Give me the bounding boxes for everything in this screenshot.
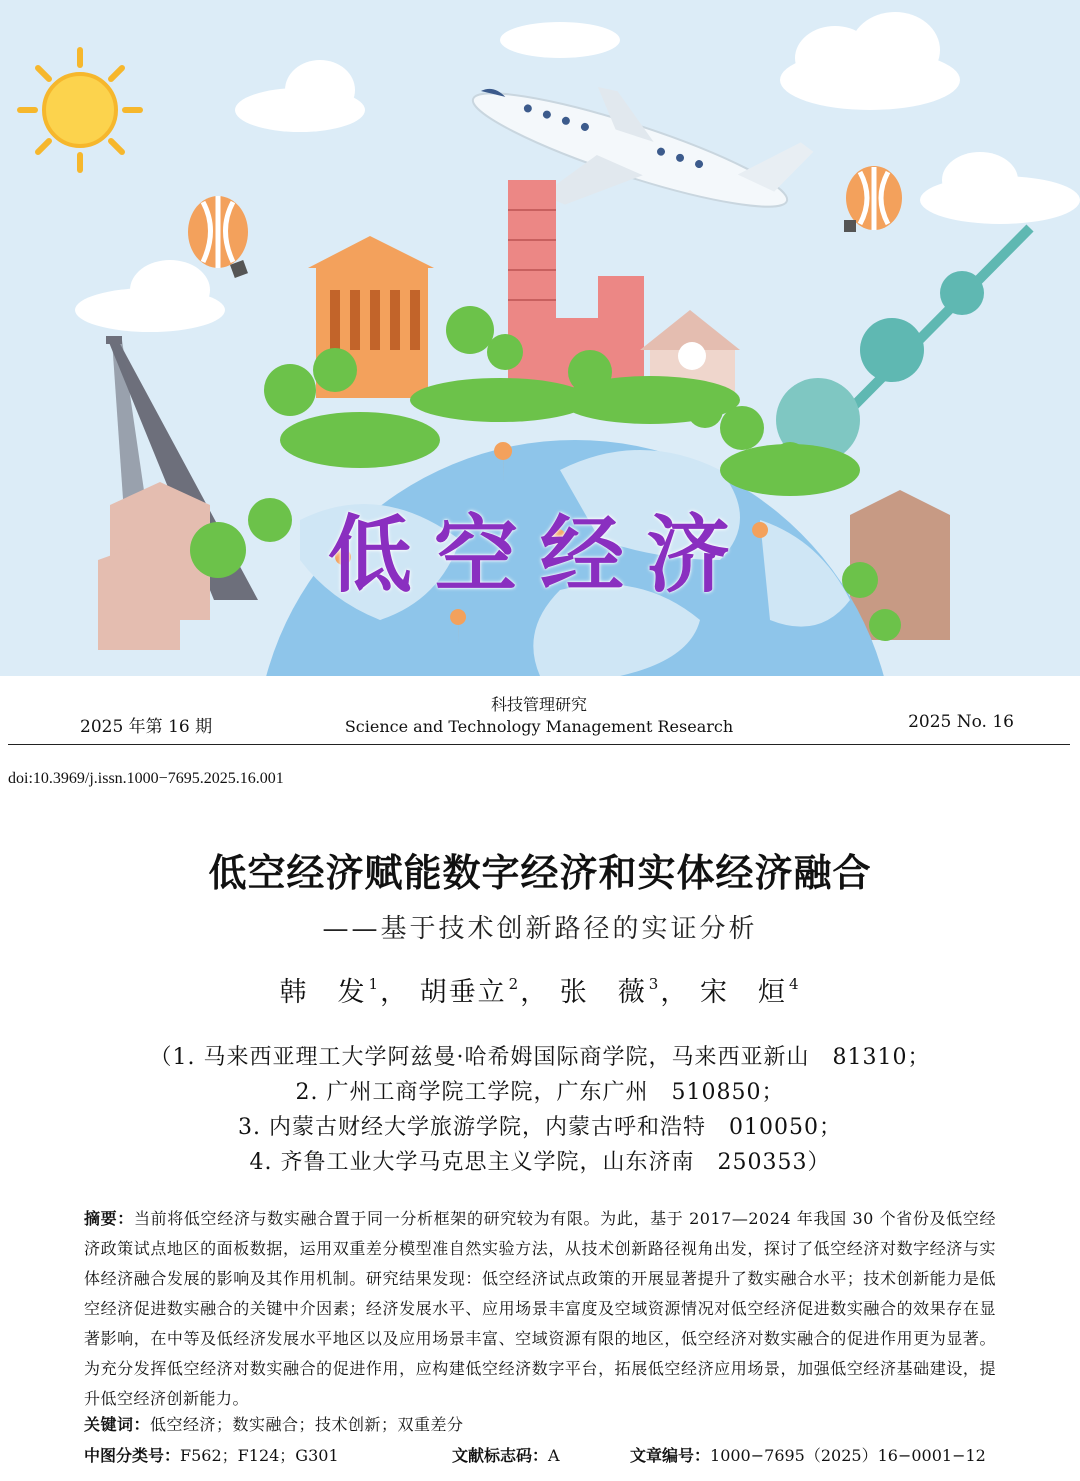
tv-tower-icon: [776, 228, 1030, 462]
hot-air-balloon-icon: [844, 166, 902, 232]
journal-name-cn: 科技管理研究: [490, 695, 587, 714]
affiliation: 4. 齐鲁工业大学马克思主义学院，山东济南 250353）: [249, 1150, 831, 1175]
author: 张 薇 $^3$: [559, 975, 661, 1008]
keywords-text: 低空经济；数实融合；技术创新；双重差分: [150, 1415, 464, 1434]
article-number: 文章编号：1000−7695（2025）16−0001−12: [630, 1446, 986, 1465]
keywords: [84, 1412, 464, 1435]
author: 韩 发 $^1$: [279, 975, 381, 1008]
paper-title: 低空经济赋能数字经济和实体经济融合: [208, 850, 872, 895]
abstract-text: 当前将低空经济与数实融合置于同一分析框架的研究较为有限。为此，基于 2017—2024 年我国 30 个省份及低空经济政策试点地区的面板数据，运用双重差分模型准自然实验方法，从技术创新路径视角出发，探讨了低空经济对数字经济与实体经济融合发展的影响及其作用机制。研究结果发现：低空经济试点政策的开展显著提升了数实融合水平；技术创新能力是低空经济促进数实融合的关键中介因素；经济发展水平、应用场景丰富度及空域资源情况对低空经济促进数实融合的效果存在显著影响，在中等及低经济发展水平地区以及应用场景丰富、空域资源有限的地区，低空经济对数实融合的促进作用更为显著。为充分发挥低空经济对数实融合的促进作用，应构建低空经济数字平台，拓展低空经济应用场景，加强低空经济基础建设，提升低空经济创新能力。: [84, 1209, 996, 1408]
issue-cn: 2025 年第 16 期: [80, 717, 213, 737]
affiliation: 3. 内蒙古财经大学旅游学院，内蒙古呼和浩特 010050；: [238, 1115, 842, 1140]
cover-banner: [0, 0, 1080, 676]
keywords-label: 关键词：: [84, 1415, 151, 1434]
author: 胡垂立 $^2$: [419, 975, 521, 1008]
clc-number: 中图分类号：F562；F124；G301: [84, 1446, 339, 1465]
issue-en: 2025 No. 16: [908, 712, 1014, 732]
hot-air-balloon-icon: [188, 196, 248, 278]
author: 宋 烜 $^4$: [699, 975, 801, 1008]
banner-title: 低空经济: [327, 506, 752, 604]
abstract: [84, 1204, 996, 1414]
abstract-label: 摘要：: [84, 1209, 134, 1228]
document-code: 文献标志码：A: [452, 1446, 560, 1465]
affiliation: （1. 马来西亚理工大学阿兹曼·哈希姆国际商学院，马来西亚新山 81310；: [149, 1045, 931, 1070]
paper-subtitle: ——基于技术创新路径的实证分析: [322, 914, 758, 944]
affiliation: 2. 广州工商学院工学院，广东广州 510850；: [295, 1080, 785, 1105]
sun-icon: [20, 50, 140, 170]
doi[interactable]: doi:10.3969/j.issn.1000−7695.2025.16.001: [8, 770, 284, 787]
journal-name-en: Science and Technology Management Research: [344, 717, 734, 736]
author-list: 韩 发 $^1$， 胡垂立 $^2$， 张 薇 $^3$， 宋 烜 $^4$: [279, 975, 801, 1008]
airplane-icon: [451, 42, 815, 273]
journal-header: [8, 690, 1070, 745]
